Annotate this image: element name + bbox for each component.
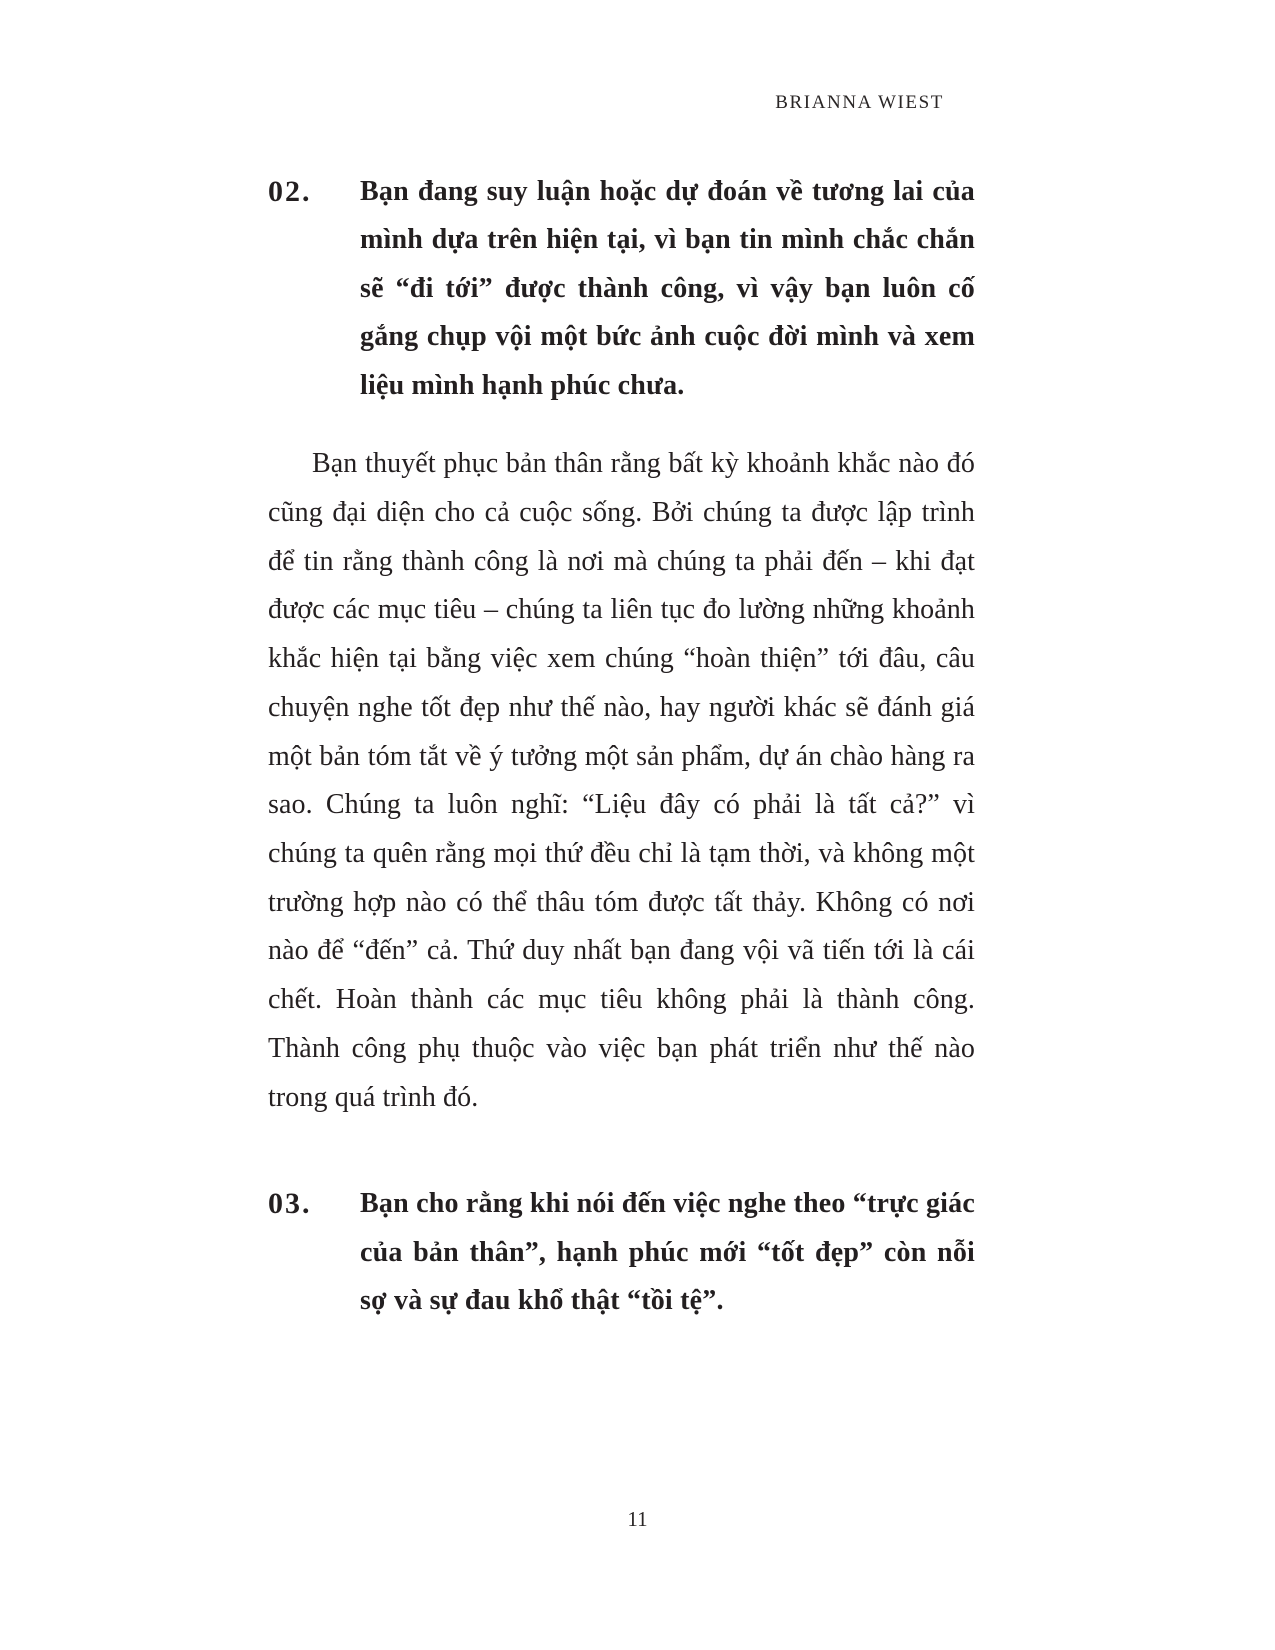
numbered-item xyxy=(268,1180,975,1325)
page-content xyxy=(268,168,975,1356)
item-number: 02. xyxy=(268,175,312,208)
numbered-item xyxy=(268,168,975,410)
item-text: Bạn đang suy luận hoặc dự đoán về tương lai của mình dựa trên hiện tại, vì bạn tin mình chắc chắn sẽ “đi tới” được thành công, vì vậy bạn luôn cố gắng chụp vội một bức ảnh cuộc đời mình và xem liệu mình hạnh phúc chưa. xyxy=(360,176,975,401)
item-text: Bạn cho rằng khi nói đến việc nghe theo “trực giác của bản thân”, hạnh phúc mới “tốt đẹp” còn nỗi sợ và sự đau khổ thật “tồi tệ”. xyxy=(360,1188,975,1317)
running-head: BRIANNA WIEST xyxy=(775,92,944,113)
page-number: 11 xyxy=(627,1507,648,1531)
body-paragraph: Bạn thuyết phục bản thân rằng bất kỳ khoảnh khắc nào đó cũng đại diện cho cả cuộc sống. Bởi chúng ta được lập trình để tin rằng thành công là nơi mà chúng ta phải đến – khi đạt được các mục tiêu – chúng ta liên tục đo lường những khoảnh khắc hiện tại bằng việc xem chúng “hoàn thiện” tới đâu, câu chuyện nghe tốt đẹp như thế nào, hay người khác sẽ đánh giá một bản tóm tắt về ý tưởng một sản phẩm, dự án chào hàng ra sao. Chúng ta luôn nghĩ: “Liệu đây có phải là tất cả?” vì chúng ta quên rằng mọi thứ đều chỉ là tạm thời, và không một trường hợp nào có thể thâu tóm được tất thảy. Không có nơi nào để “đến” cả. Thứ duy nhất bạn đang vội vã tiến tới là cái chết. Hoàn thành các mục tiêu không phải là thành công. Thành công phụ thuộc vào việc bạn phát triển như thế nào trong quá trình đó. xyxy=(268,448,975,1113)
item-number: 03. xyxy=(268,1187,312,1221)
paragraph-spacer xyxy=(268,1122,975,1180)
